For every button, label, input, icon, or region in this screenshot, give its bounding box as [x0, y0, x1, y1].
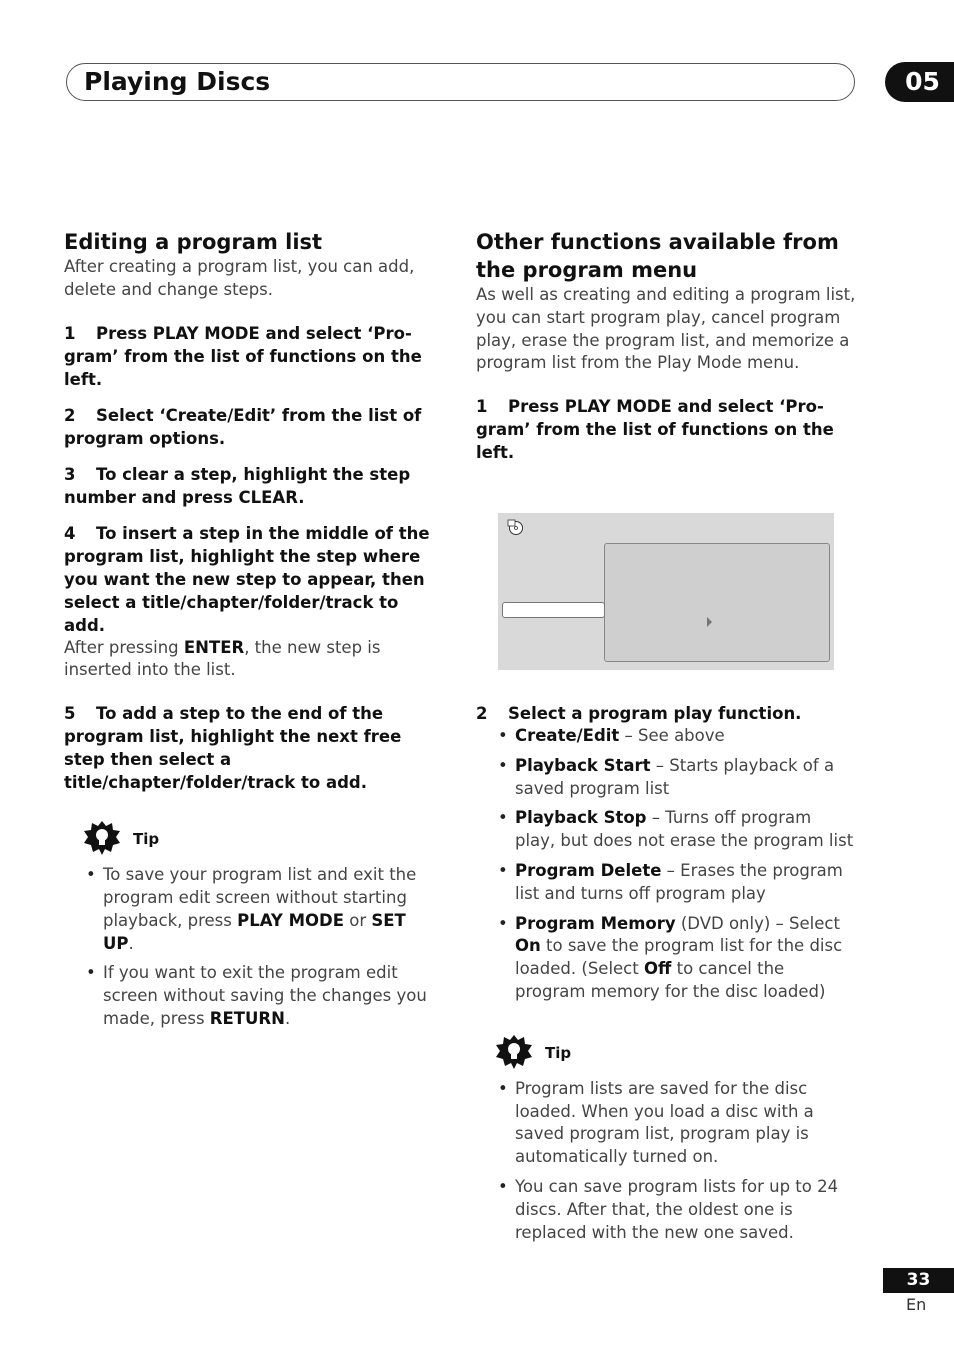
step-number: 4: [64, 523, 76, 543]
section-intro: As well as creating and editing a program list, you can start program play, cancel program play, erase the program list, and memorize a program list from the Play Mode menu.: [476, 285, 856, 373]
program-menu-screen: [498, 513, 834, 670]
function-item: • Program Delete – Erases the program list and turns off program play: [498, 860, 856, 906]
page-number: 33: [883, 1268, 954, 1293]
screen-selection-bar: [502, 602, 605, 618]
left-column: [64, 228, 440, 1031]
function-item: • Playback Stop – Turns off program play, but does not erase the program list: [498, 807, 856, 853]
step-4-note: After pressing ENTER, the new step is inserted into the list.: [64, 637, 381, 680]
chapter-badge: 05: [885, 62, 954, 102]
function-item: • Playback Start – Starts playback of a saved program list: [498, 755, 856, 801]
step-2: [64, 404, 440, 450]
section-heading-other-functions: Other functions available from the program menu: [476, 230, 839, 282]
step-text: To insert a step in the middle of the program list, highlight the step where you want the new step to appear, then select a title/chapter/folder/track to add.: [64, 523, 430, 635]
step-text: To clear a step, highlight the step number and press CLEAR.: [64, 464, 411, 507]
function-list: [498, 725, 856, 1004]
tip-item: • To save your program list and exit the program edit screen without starting playback, press PLAY MODE or SET UP.: [64, 864, 440, 955]
step-number: 2: [476, 704, 488, 723]
step-number: 2: [64, 405, 76, 425]
step-4: [64, 522, 440, 637]
tip-label: Tip: [133, 830, 160, 849]
tip-list: [476, 1078, 856, 1245]
step-text: Select ‘Create/Edit’ from the list of program options.: [64, 405, 422, 448]
step-text: Press PLAY MODE and select ‘Pro-gram’ from the list of functions on the left.: [476, 397, 834, 463]
tip-label: Tip: [545, 1043, 572, 1062]
function-item: • Create/Edit – See above: [498, 725, 856, 748]
language-code: En: [906, 1295, 927, 1314]
step-3: [64, 463, 440, 509]
step-text: Select a program play function.: [508, 704, 802, 723]
tip-item: • If you want to exit the program edit screen without saving the changes you made, press RETURN.: [64, 962, 440, 1030]
lightbulb-icon: [83, 820, 121, 858]
step-number: 3: [64, 464, 76, 484]
right-column-lower: [476, 702, 856, 1244]
tip-header: [83, 820, 440, 858]
screen-options-panel: [604, 543, 830, 662]
step-number: 5: [64, 704, 76, 724]
arrow-right-icon: [707, 617, 712, 627]
lightbulb-icon: [495, 1034, 533, 1072]
tip-list: [64, 864, 440, 1031]
tip-item: • Program lists are saved for the disc loaded. When you load a disc with a saved program list, program play is automatically turned on.: [476, 1078, 856, 1169]
function-item: • Program Memory (DVD only) – Select On to save the program list for the disc loaded. (Select Off to cancel the program memory for the disc loaded): [498, 913, 856, 1004]
section-heading-editing: Editing a program list: [64, 230, 323, 254]
step-5: [64, 702, 440, 794]
step-number: 1: [64, 323, 76, 343]
step-1: [476, 395, 856, 464]
tip-item: • You can save program lists for up to 24 discs. After that, the oldest one is replaced with the new one saved.: [476, 1176, 856, 1244]
tip-header: [495, 1034, 856, 1072]
page-title: Playing Discs: [84, 67, 271, 96]
section-intro: After creating a program list, you can add, delete and change steps.: [64, 257, 415, 299]
disc-icon: [507, 519, 523, 535]
right-column: [476, 228, 856, 464]
step-1: [64, 322, 440, 391]
step-number: 1: [476, 397, 488, 417]
step-2: [476, 702, 856, 725]
step-text: To add a step to the end of the program list, highlight the next free step then select a title/chapter/folder/track to add.: [64, 704, 402, 793]
step-text: Press PLAY MODE and select ‘Pro-gram’ from the list of functions on the left.: [64, 323, 422, 389]
